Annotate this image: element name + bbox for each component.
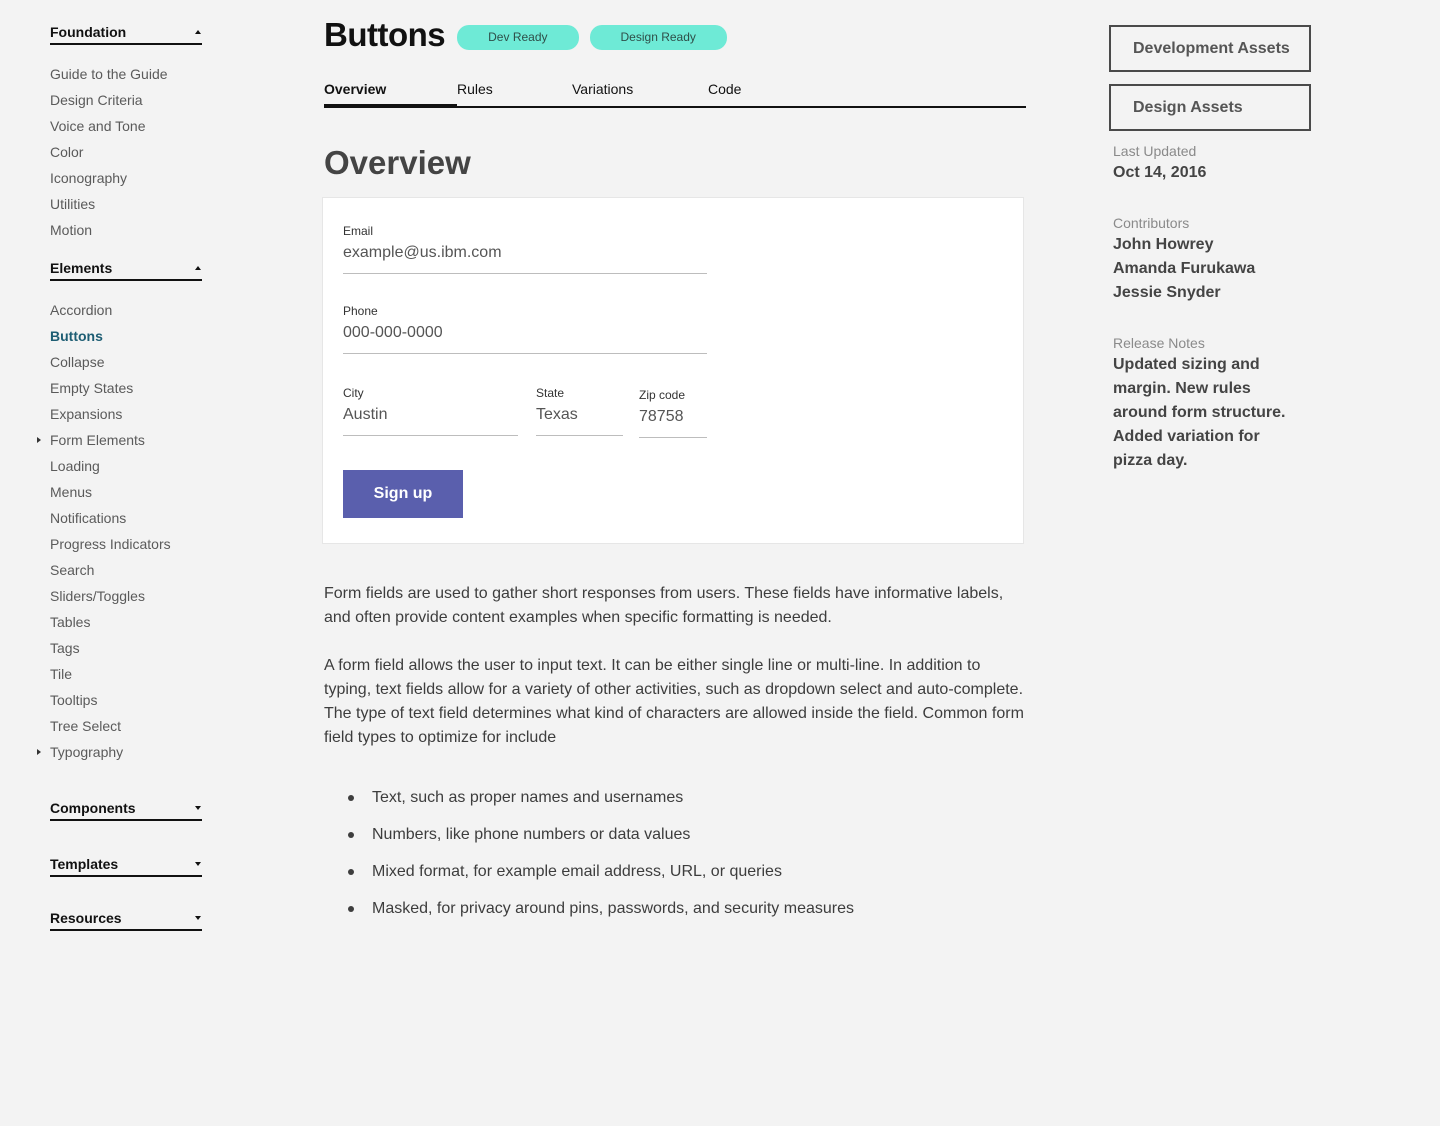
tab-rules[interactable]: Rules bbox=[457, 81, 493, 97]
body-text bbox=[324, 582, 1026, 934]
sidebar-item-search[interactable] bbox=[50, 557, 202, 583]
sidebar-item-tags[interactable] bbox=[50, 635, 202, 661]
nav-list-elements bbox=[50, 281, 202, 765]
sidebar-item-tables[interactable] bbox=[50, 609, 202, 635]
phone-field[interactable]: 000-000-0000 bbox=[343, 324, 707, 354]
sidebar-item-utilities[interactable] bbox=[50, 191, 202, 217]
contributor-name: John Howrey bbox=[1113, 236, 1214, 253]
paragraph: A form field allows the user to input text. It can be either single line or multi-line. In addition to typing, text fields allow for a variety of other activities, such as dropdown select and auto-complete. The type of text field determines what kind of characters are allowed inside the field. Common form field types to optimize for include bbox=[324, 657, 1024, 746]
nav-section-title: Components bbox=[50, 799, 136, 816]
sidebar-item-progress-indicators[interactable] bbox=[50, 531, 202, 557]
zip-field-group bbox=[639, 388, 707, 438]
sidebar-item-label: Notifications bbox=[50, 510, 127, 526]
sidebar-item-label: Search bbox=[50, 562, 95, 578]
caret-up-icon bbox=[195, 266, 201, 270]
bullet-list bbox=[324, 786, 1026, 934]
status-badge-dev-ready: Dev Ready bbox=[457, 25, 578, 50]
last-updated-value: Oct 14, 2016 bbox=[1113, 164, 1207, 181]
sidebar-item-tree-select[interactable] bbox=[50, 713, 202, 739]
sidebar-item-label: Form Elements bbox=[50, 432, 145, 448]
nav-section-resources bbox=[50, 877, 202, 931]
sidebar-item-label: Voice and Tone bbox=[50, 118, 146, 134]
page-title: Buttons bbox=[324, 16, 446, 53]
sidebar-item-label: Color bbox=[50, 144, 84, 160]
list-item: Mixed format, for example email address, URL, or queries bbox=[324, 860, 1026, 897]
sidebar-item-label: Loading bbox=[50, 458, 100, 474]
caret-up-icon bbox=[195, 30, 201, 34]
sidebar-item-form-elements[interactable] bbox=[50, 427, 202, 453]
sidebar-item-label: Expansions bbox=[50, 406, 123, 422]
sidebar-item-tile[interactable] bbox=[50, 661, 202, 687]
status-badge-design-ready: Design Ready bbox=[590, 25, 727, 50]
contributors bbox=[1113, 215, 1319, 305]
sidebar-item-label: Utilities bbox=[50, 196, 96, 212]
city-label: City bbox=[343, 386, 364, 400]
tab-bar bbox=[324, 76, 1026, 108]
sidebar-item-label: Menus bbox=[50, 484, 93, 500]
phone-field-group bbox=[343, 304, 707, 354]
sidebar-item-label: Motion bbox=[50, 222, 93, 238]
sidebar-item-label: Tree Select bbox=[50, 718, 122, 734]
sidebar-item-iconography[interactable] bbox=[50, 165, 202, 191]
sidebar-item-label: Progress Indicators bbox=[50, 536, 171, 552]
email-field-group bbox=[343, 224, 707, 274]
nav-section-templates bbox=[50, 821, 202, 877]
sign-up-button[interactable]: Sign up bbox=[343, 470, 463, 518]
nav-section-title: Resources bbox=[50, 909, 122, 926]
sidebar-item-empty-states[interactable] bbox=[50, 375, 202, 401]
contributors-label: Contributors bbox=[1113, 215, 1190, 231]
sidebar-item-buttons[interactable] bbox=[50, 323, 202, 349]
sidebar-nav bbox=[50, 0, 202, 931]
zip-field[interactable]: 78758 bbox=[639, 408, 707, 438]
state-field-group bbox=[536, 386, 623, 436]
release-notes-text: Updated sizing and margin. New rules around form structure. Added variation for pizza day. bbox=[1113, 356, 1286, 469]
tab-variations[interactable]: Variations bbox=[572, 81, 634, 97]
sidebar-item-label: Sliders/Toggles bbox=[50, 588, 145, 604]
sidebar-item-design-criteria[interactable] bbox=[50, 87, 202, 113]
nav-section-header-elements[interactable] bbox=[50, 256, 202, 281]
sidebar-item-label: Tables bbox=[50, 614, 91, 630]
caret-down-icon bbox=[195, 916, 201, 920]
sidebar-item-tooltips[interactable] bbox=[50, 687, 202, 713]
nav-section-components bbox=[50, 765, 202, 821]
main-content bbox=[324, 0, 1026, 917]
nav-section-header-resources[interactable] bbox=[50, 906, 202, 931]
sidebar-item-voice-and-tone[interactable] bbox=[50, 113, 202, 139]
development-assets-button[interactable]: Development Assets bbox=[1109, 25, 1311, 72]
caret-right-icon bbox=[37, 749, 41, 755]
caret-down-icon bbox=[195, 806, 201, 810]
sidebar-item-menus[interactable] bbox=[50, 479, 202, 505]
nav-section-foundation bbox=[50, 0, 202, 238]
sidebar-item-motion[interactable] bbox=[50, 217, 202, 243]
list-item: Numbers, like phone numbers or data values bbox=[324, 823, 1026, 860]
sidebar-item-sliders-toggles[interactable] bbox=[50, 583, 202, 609]
email-label: Email bbox=[343, 224, 374, 238]
state-field[interactable]: Texas bbox=[536, 406, 623, 436]
sidebar-item-label: Tile bbox=[50, 666, 73, 682]
last-updated bbox=[1113, 143, 1319, 185]
nav-section-header-components[interactable] bbox=[50, 796, 202, 821]
right-rail bbox=[1109, 25, 1319, 503]
nav-section-header-templates[interactable] bbox=[50, 852, 202, 877]
zip-label: Zip code bbox=[639, 388, 686, 402]
list-item: Text, such as proper names and usernames bbox=[324, 786, 1026, 823]
sidebar-item-label: Buttons bbox=[50, 328, 103, 344]
tab-overview[interactable]: Overview bbox=[324, 76, 457, 106]
form-demo-card bbox=[322, 197, 1024, 544]
nav-section-header-foundation[interactable] bbox=[50, 20, 202, 45]
list-item: Masked, for privacy around pins, passwords, and security measures bbox=[324, 897, 1026, 934]
sidebar-item-guide-to-the-guide[interactable] bbox=[50, 61, 202, 87]
sidebar-item-notifications[interactable] bbox=[50, 505, 202, 531]
city-field[interactable]: Austin bbox=[343, 406, 518, 436]
sidebar-item-accordion[interactable] bbox=[50, 297, 202, 323]
caret-right-icon bbox=[37, 437, 41, 443]
nav-section-title: Templates bbox=[50, 855, 119, 872]
city-field-group bbox=[343, 386, 518, 436]
sidebar-item-label: Guide to the Guide bbox=[50, 66, 168, 82]
nav-section-title: Foundation bbox=[50, 23, 127, 40]
contributor-name: Amanda Furukawa bbox=[1113, 260, 1256, 277]
nav-list-foundation bbox=[50, 45, 202, 238]
state-label: State bbox=[536, 386, 565, 400]
sidebar-item-loading[interactable] bbox=[50, 453, 202, 479]
sidebar-item-typography[interactable] bbox=[50, 739, 202, 765]
design-assets-button[interactable]: Design Assets bbox=[1109, 84, 1311, 131]
nav-section-elements bbox=[50, 230, 202, 765]
sidebar-item-label: Empty States bbox=[50, 380, 134, 396]
title-row bbox=[324, 12, 1026, 58]
sidebar-item-expansions[interactable] bbox=[50, 401, 202, 427]
sidebar-item-color[interactable] bbox=[50, 139, 202, 165]
last-updated-label: Last Updated bbox=[1113, 143, 1197, 159]
page-meta bbox=[1109, 143, 1319, 473]
contributor-name: Jessie Snyder bbox=[1113, 284, 1221, 301]
caret-down-icon bbox=[195, 862, 201, 866]
section-title: Overview bbox=[324, 144, 471, 181]
sidebar-item-label: Design Criteria bbox=[50, 92, 143, 108]
phone-label: Phone bbox=[343, 304, 378, 318]
email-field[interactable]: example@us.ibm.com bbox=[343, 244, 707, 274]
release-notes bbox=[1113, 335, 1319, 473]
sidebar-item-label: Iconography bbox=[50, 170, 128, 186]
sidebar-item-collapse[interactable] bbox=[50, 349, 202, 375]
sidebar-item-label: Collapse bbox=[50, 354, 105, 370]
paragraph: Form fields are used to gather short responses from users. These fields have informative labels, and often provide content examples when specific formatting is needed. bbox=[324, 585, 1004, 626]
nav-section-title: Elements bbox=[50, 259, 113, 276]
sidebar-item-label: Accordion bbox=[50, 302, 113, 318]
tab-code[interactable]: Code bbox=[708, 81, 742, 97]
sidebar-item-label: Tags bbox=[50, 640, 80, 656]
sidebar-item-label: Typography bbox=[50, 744, 124, 760]
release-notes-label: Release Notes bbox=[1113, 335, 1205, 351]
sidebar-item-label: Tooltips bbox=[50, 692, 98, 708]
